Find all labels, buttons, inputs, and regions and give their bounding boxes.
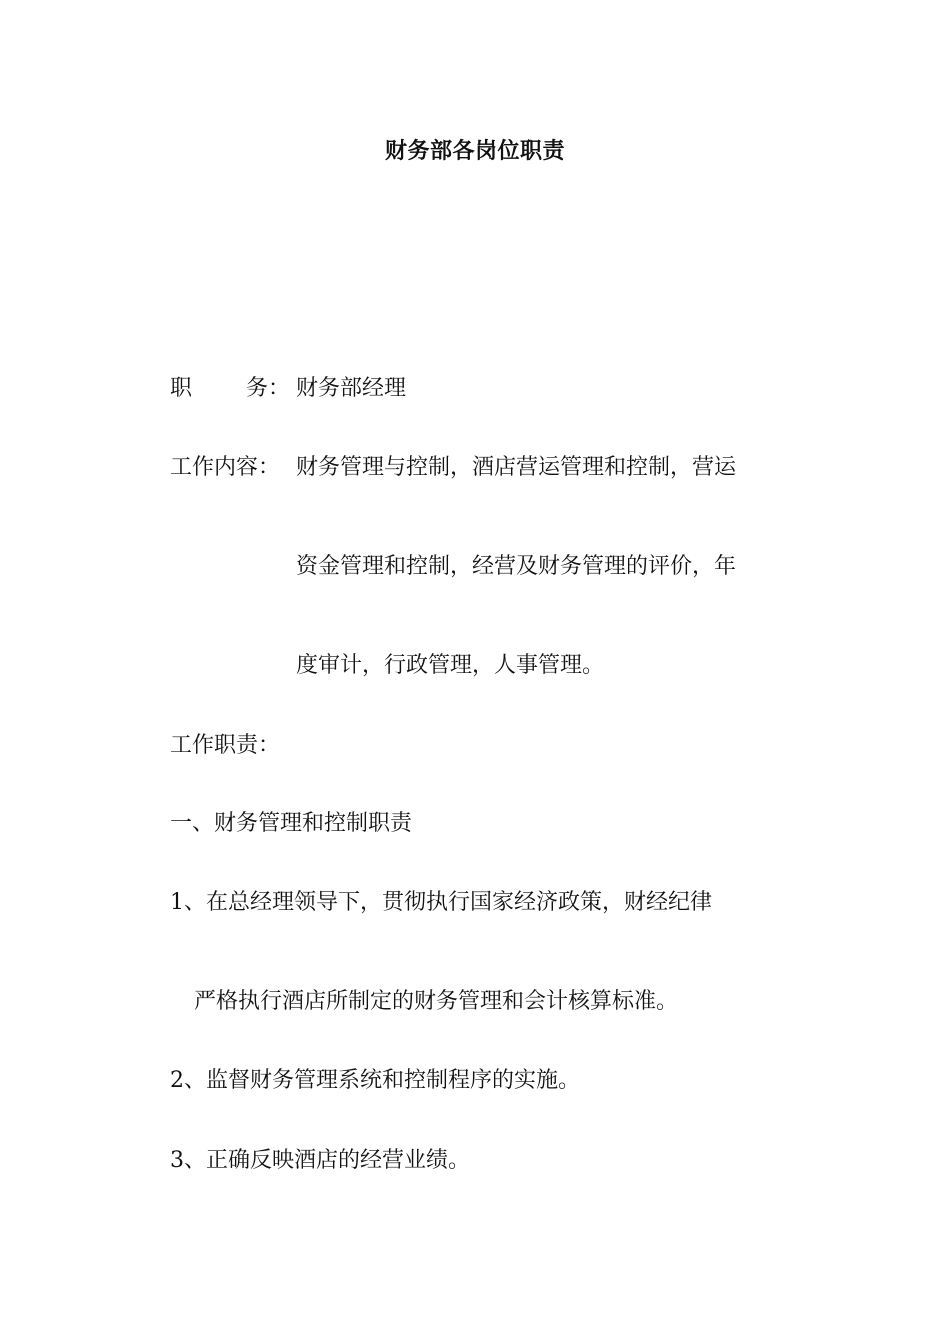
post-label-char1: 职 [170, 376, 193, 401]
work-content-line-1: 财务管理与控制，酒店营运管理和控制，营运 [296, 455, 737, 480]
page-title: 财务部各岗位职责 [384, 139, 565, 164]
duties-label: 工作职责： [170, 733, 281, 758]
post-value: 财务部经理 [296, 376, 407, 401]
post-label-char2: 务： [246, 376, 291, 401]
duty-item-1-line-1: 1、在总经理领导下，贯彻执行国家经济政策，财经纪律 [170, 890, 712, 915]
duty-item-3: 3、正确反映酒店的经营业绩。 [170, 1148, 470, 1173]
work-content-line-3: 度审计，行政管理，人事管理。 [296, 653, 605, 678]
duty-item-2: 2、监督财务管理系统和控制程序的实施。 [170, 1068, 580, 1093]
work-content-label: 工作内容： [170, 455, 281, 480]
section-heading: 一、财务管理和控制职责 [170, 811, 413, 836]
work-content-line-2: 资金管理和控制，经营及财务管理的评价，年 [296, 554, 737, 579]
duty-item-1-line-2: 严格执行酒店所制定的财务管理和会计核算标准。 [194, 989, 679, 1014]
